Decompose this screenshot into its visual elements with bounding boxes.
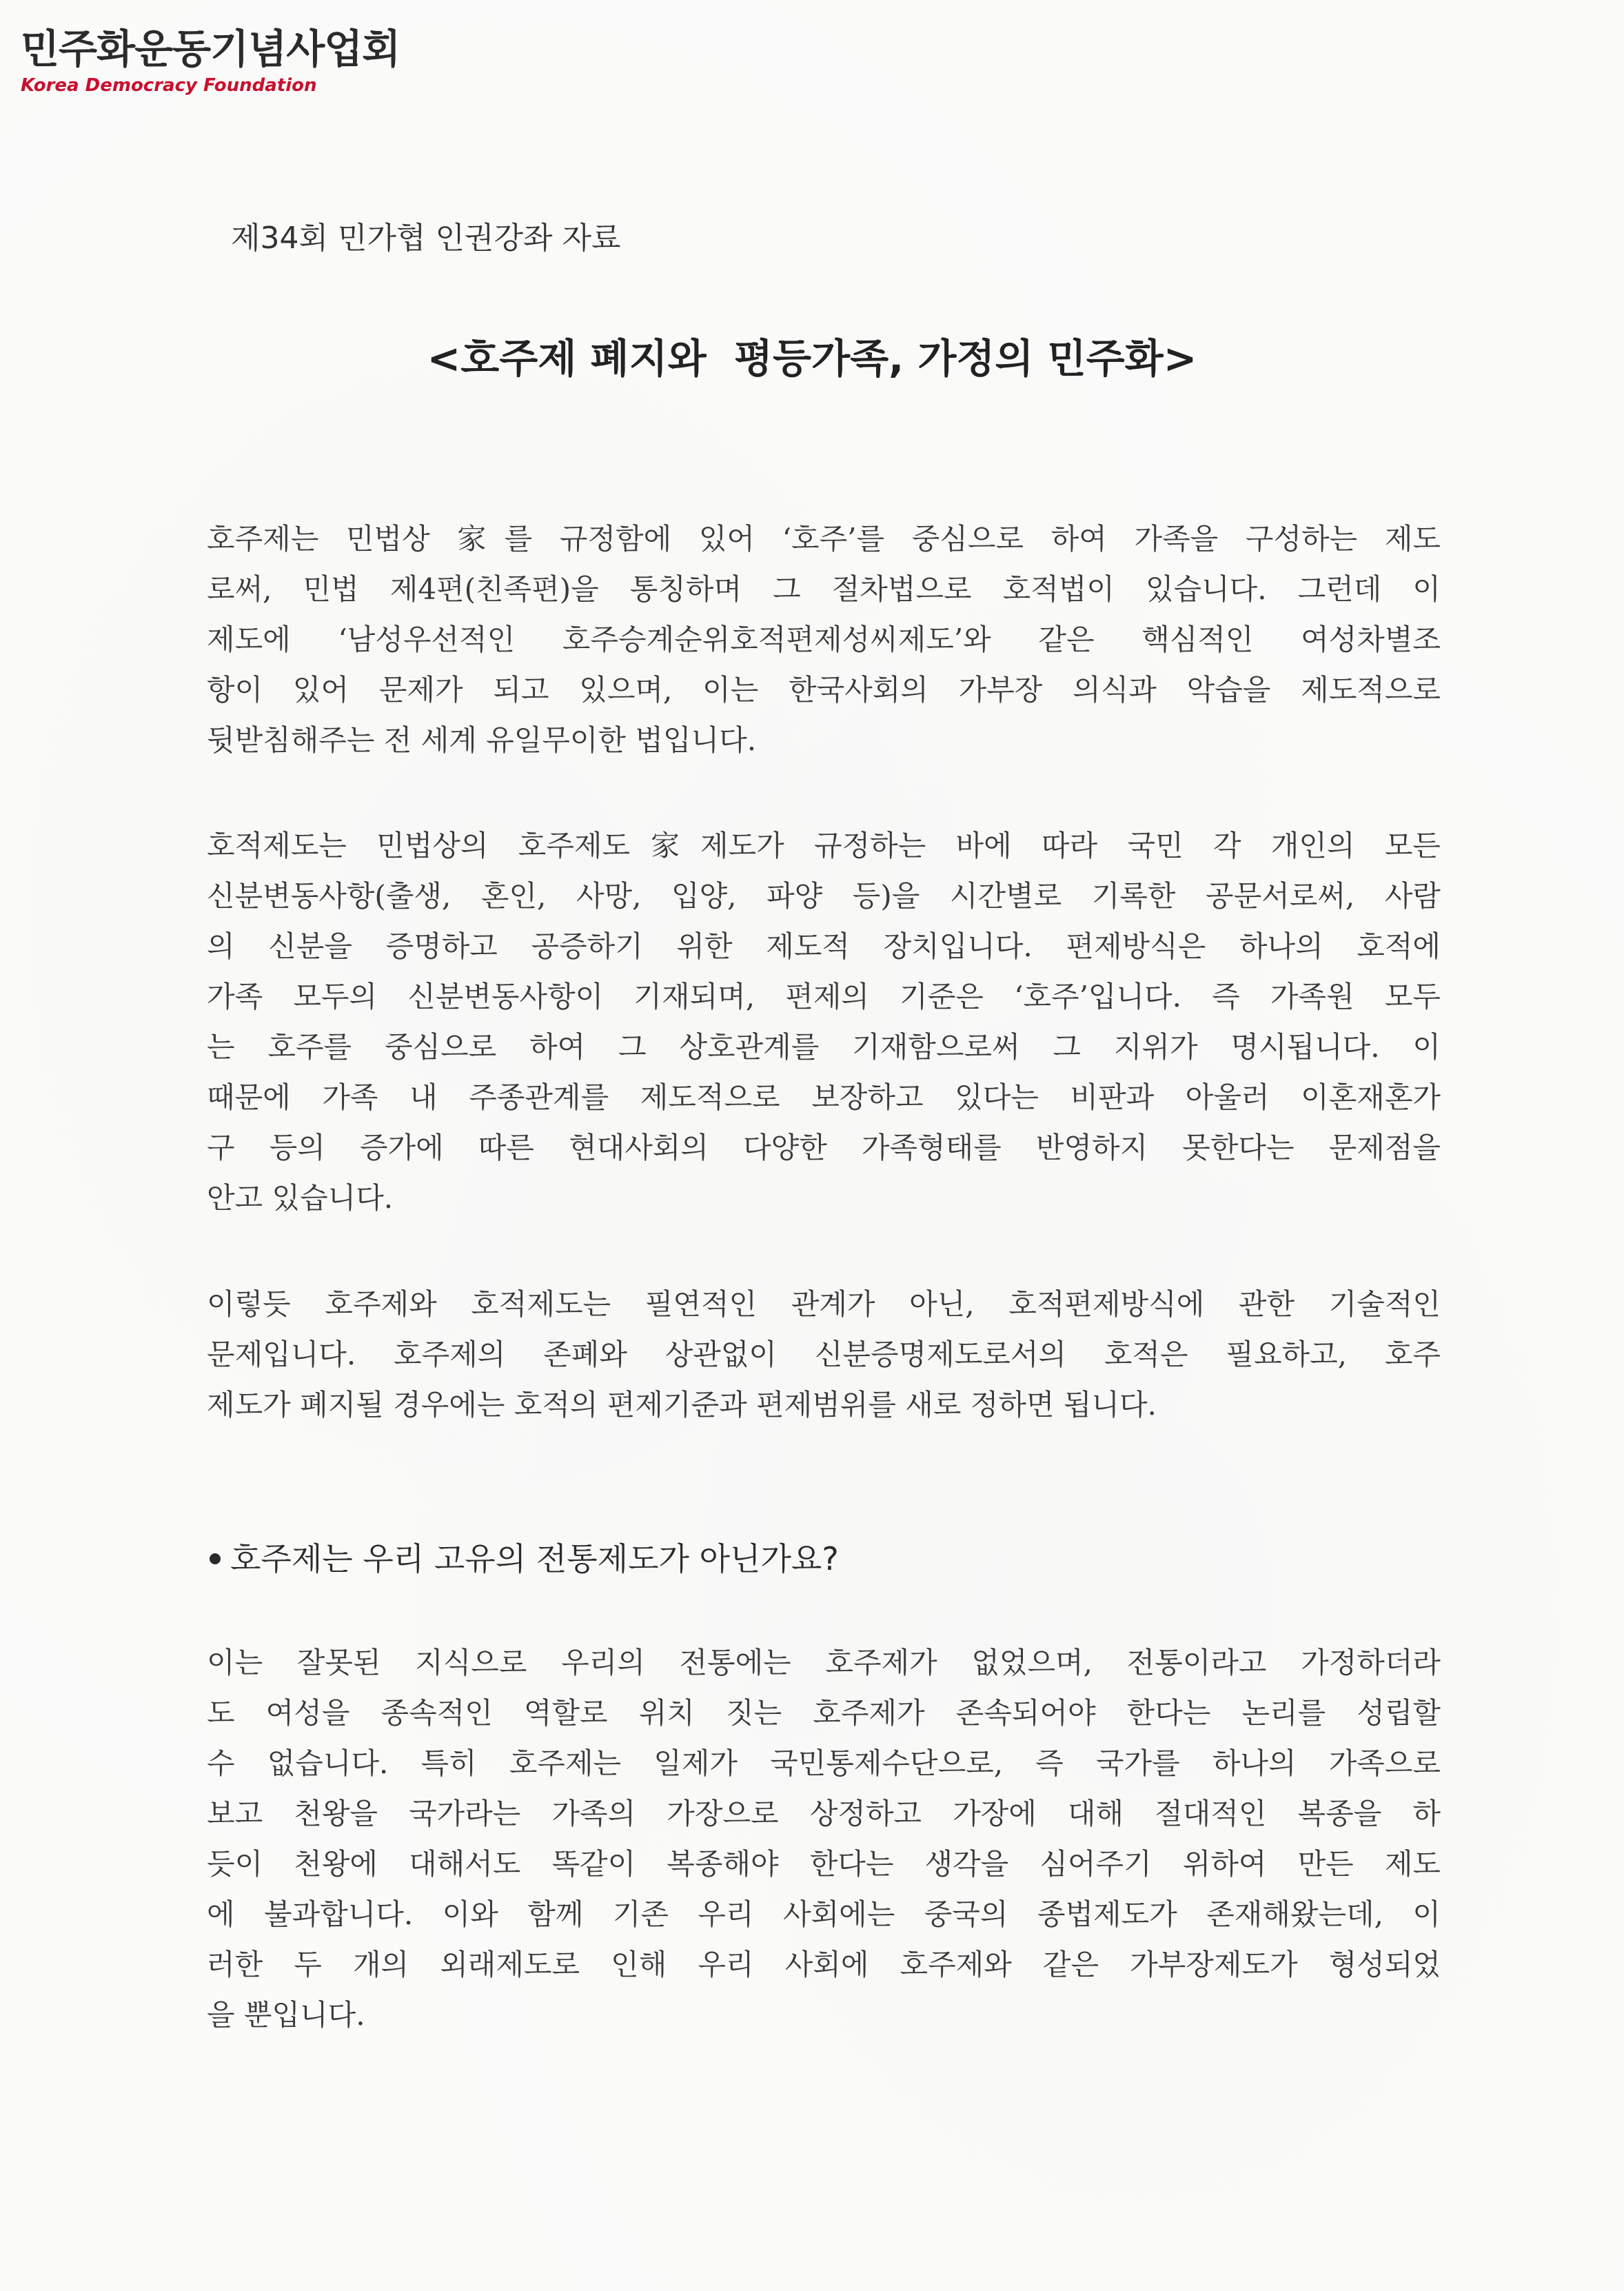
paragraph-line: 도 여성을 종속적인 역할로 위치 짓는 호주제가 존속되어야 한다는 논리를 성립할 xyxy=(207,1696,1441,1730)
paragraph-line: 제도에 ‘남성우선적인 호주승계순위호적편제성씨제도’와 같은 핵심적인 여성차별조 xyxy=(207,623,1441,656)
paragraph-line: 수 없습니다. 특히 호주제는 일제가 국민통제수단으로, 즉 국가를 하나의 가족으로 xyxy=(207,1746,1441,1780)
paragraph-line: 항이 있어 문제가 되고 있으며, 이는 한국사회의 가부장 의식과 악습을 제도적으로 xyxy=(207,673,1441,707)
paragraph-line: 의 신분을 증명하고 공증하기 위한 제도적 장치입니다. 편제방식은 하나의 호적에 xyxy=(207,929,1441,963)
paragraph-line: 에 불과합니다. 이와 함께 기존 우리 사회에는 중국의 종법제도가 존재해왔는데, 이 xyxy=(207,1897,1441,1931)
document-subtitle: 제34회 민가협 인권강좌 자료 xyxy=(231,221,621,256)
paragraph-line: 호주제는 민법상 家를 규정함에 있어 ‘호주’를 중심으로 하여 가족을 구성하는 제도 xyxy=(207,522,1441,556)
paragraph-1 xyxy=(207,514,1441,765)
paragraph-line: 구 등의 증가에 따른 현대사회의 다양한 가족형태를 반영하지 못한다는 문제점을 xyxy=(207,1131,1441,1164)
foundation-logo xyxy=(21,25,400,97)
document-title: <호주제 폐지와 평등가족, 가정의 민주화> xyxy=(427,335,1197,382)
paragraph-line: 호적제도는 민법상의 호주제도家제도가 규정하는 바에 따라 국민 각 개인의 모든 xyxy=(207,829,1441,862)
paragraph-line: 제도가 폐지될 경우에는 호적의 편제기준과 편제범위를 새로 정하면 됩니다. xyxy=(207,1388,1157,1422)
paragraph-line: 이는 잘못된 지식으로 우리의 전통에는 호주제가 없었으며, 전통이라고 가정하더라 xyxy=(207,1646,1441,1679)
answer-paragraph xyxy=(207,1637,1441,2040)
paragraph-line: 가족 모두의 신분변동사항이 기재되며, 편제의 기준은 ‘호주’입니다. 즉 가족원 모두 xyxy=(207,980,1441,1013)
paragraph-line: 문제입니다. 호주제의 존폐와 상관없이 신분증명제도로서의 호적은 필요하고, 호주 xyxy=(207,1338,1441,1371)
paragraph-line: 로써, 민법 제4편(친족편)을 통칭하며 그 절차법으로 호적법이 있습니다. 그런데 이 xyxy=(207,572,1441,606)
paragraph-line: 때문에 가족 내 주종관계를 제도적으로 보장하고 있다는 비판과 아울러 이혼재혼가 xyxy=(207,1080,1441,1114)
paragraph-line: 을 뿐입니다. xyxy=(207,1998,365,2032)
paragraph-line: 러한 두 개의 외래제도로 인해 우리 사회에 호주제와 같은 가부장제도가 형성되었 xyxy=(207,1948,1441,1981)
logo-korean-name: 민주화운동기념사업회 xyxy=(21,26,400,72)
paragraph-line: 보고 천왕을 국가라는 가족의 가장으로 상정하고 가장에 대해 절대적인 복종을 하 xyxy=(207,1797,1441,1830)
paragraph-3 xyxy=(207,1279,1441,1430)
paragraph-line: 이렇듯 호주제와 호적제도는 필연적인 관계가 아닌, 호적편제방식에 관한 기술적인 xyxy=(207,1287,1441,1321)
paragraph-2 xyxy=(207,820,1441,1223)
logo-english-name: Korea Democracy Foundation xyxy=(21,75,317,96)
paragraph-line: 안고 있습니다. xyxy=(207,1181,394,1215)
section-question xyxy=(210,1535,839,1583)
bullet-icon xyxy=(210,1553,221,1564)
paragraph-line: 신분변동사항(출생, 혼인, 사망, 입양, 파양 등)을 시간별로 기록한 공문서로써, 사람 xyxy=(207,879,1441,913)
paragraph-line: 는 호주를 중심으로 하여 그 상호관계를 기재함으로써 그 지위가 명시됩니다. 이 xyxy=(207,1030,1441,1064)
paragraph-line: 듯이 천왕에 대해서도 똑같이 복종해야 한다는 생각을 심어주기 위하여 만든 제도 xyxy=(207,1847,1441,1881)
paragraph-line: 뒷받침해주는 전 세계 유일무이한 법입니다. xyxy=(207,723,757,757)
question-text: 호주제는 우리 고유의 전통제도가 아닌가요? xyxy=(230,1540,839,1577)
